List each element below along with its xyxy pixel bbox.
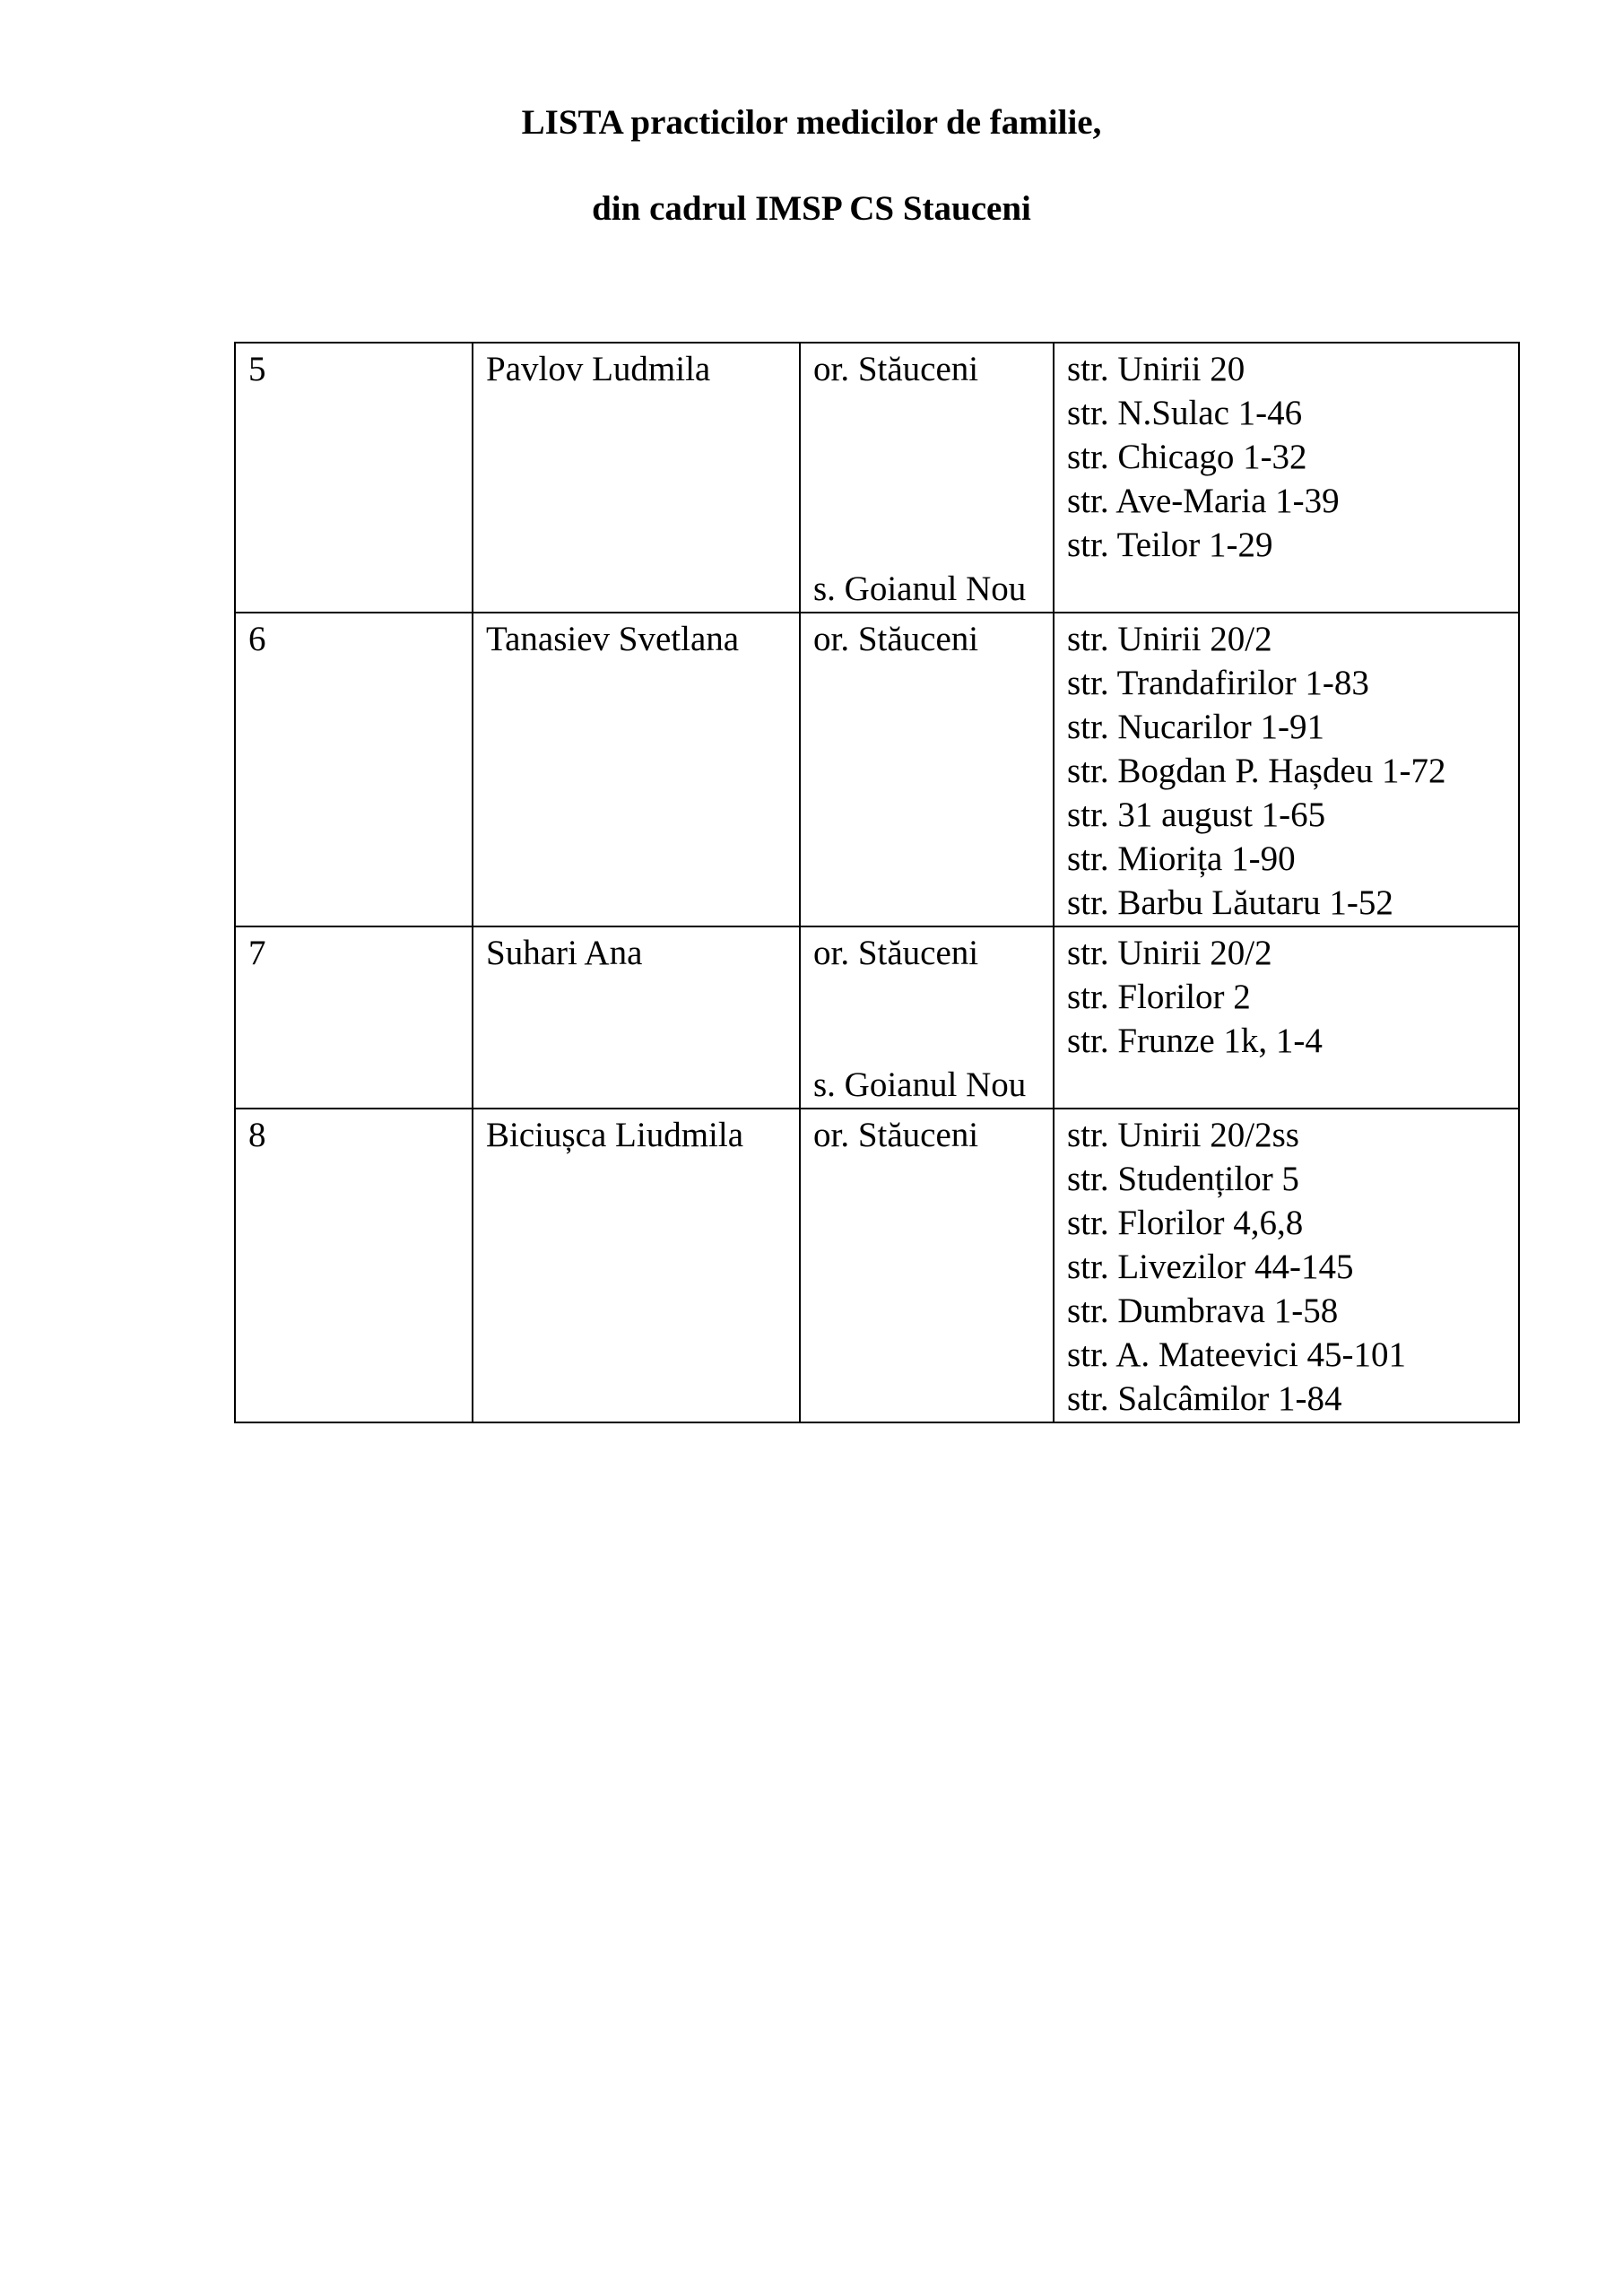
street-item: str. Ave-Maria 1-39 [1067,482,1340,520]
street-item: str. Unirii 20/2 [1067,620,1272,658]
locality: or. Stăuceni [813,620,979,658]
row-number: 7 [235,926,473,1109]
locality-cell [800,613,1054,926]
doctor-name: Pavlov Ludmila [473,343,800,613]
street-item: str. Florilor 4,6,8 [1067,1204,1304,1242]
street-item: str. Trandafirilor 1-83 [1067,664,1369,702]
street-item: str. Frunze 1k, 1-4 [1067,1022,1323,1060]
family-doctors-table [234,342,1520,1423]
row-number: 8 [235,1109,473,1422]
street-item: str. Florilor 2 [1067,978,1251,1016]
locality-cell [800,1109,1054,1422]
streets-cell [1054,613,1519,926]
street-item: str. Bogdan P. Hașdeu 1-72 [1067,752,1446,790]
street-item: str. Dumbrava 1-58 [1067,1292,1339,1330]
locality: or. Stăuceni [813,1116,979,1154]
street-item: str. Chicago 1-32 [1067,438,1307,476]
locality-cell [800,926,1054,1109]
table-row [235,613,1519,926]
street-item: str. Miorița 1-90 [1067,839,1296,878]
street-item: str. N.Sulac 1-46 [1067,394,1303,432]
street-item: str. Unirii 20 [1067,350,1245,388]
street-item: str. Livezilor 44-145 [1067,1248,1354,1286]
locality: or. Stăuceni [813,934,979,972]
streets-cell [1054,1109,1519,1422]
document-subtitle: din cadrul IMSP CS Stauceni [592,189,1031,228]
locality-secondary: s. Goianul Nou [813,1065,1027,1104]
locality-cell [800,343,1054,613]
street-item: str. Unirii 20/2ss [1067,1116,1299,1154]
table-row [235,1109,1519,1422]
doctor-name: Suhari Ana [473,926,800,1109]
row-number: 5 [235,343,473,613]
row-number: 6 [235,613,473,926]
doctor-name: Tanasiev Svetlana [473,613,800,926]
locality-secondary: s. Goianul Nou [813,570,1027,608]
locality: or. Stăuceni [813,350,979,388]
street-item: str. Teilor 1-29 [1067,526,1273,564]
street-item: str. Barbu Lăutaru 1-52 [1067,883,1393,922]
doctor-name: Biciușca Liudmila [473,1109,800,1422]
table-row [235,343,1519,613]
street-item: str. A. Mateevici 45-101 [1067,1335,1407,1374]
street-item: str. Nucarilor 1-91 [1067,708,1325,746]
street-item: str. Salcâmilor 1-84 [1067,1379,1342,1418]
street-item: str. Unirii 20/2 [1067,934,1272,972]
streets-cell [1054,343,1519,613]
document-title: LISTA practicilor medicilor de familie, [521,103,1102,142]
table-row [235,926,1519,1109]
streets-cell [1054,926,1519,1109]
street-item: str. 31 august 1-65 [1067,796,1326,834]
street-item: str. Studenților 5 [1067,1160,1299,1198]
